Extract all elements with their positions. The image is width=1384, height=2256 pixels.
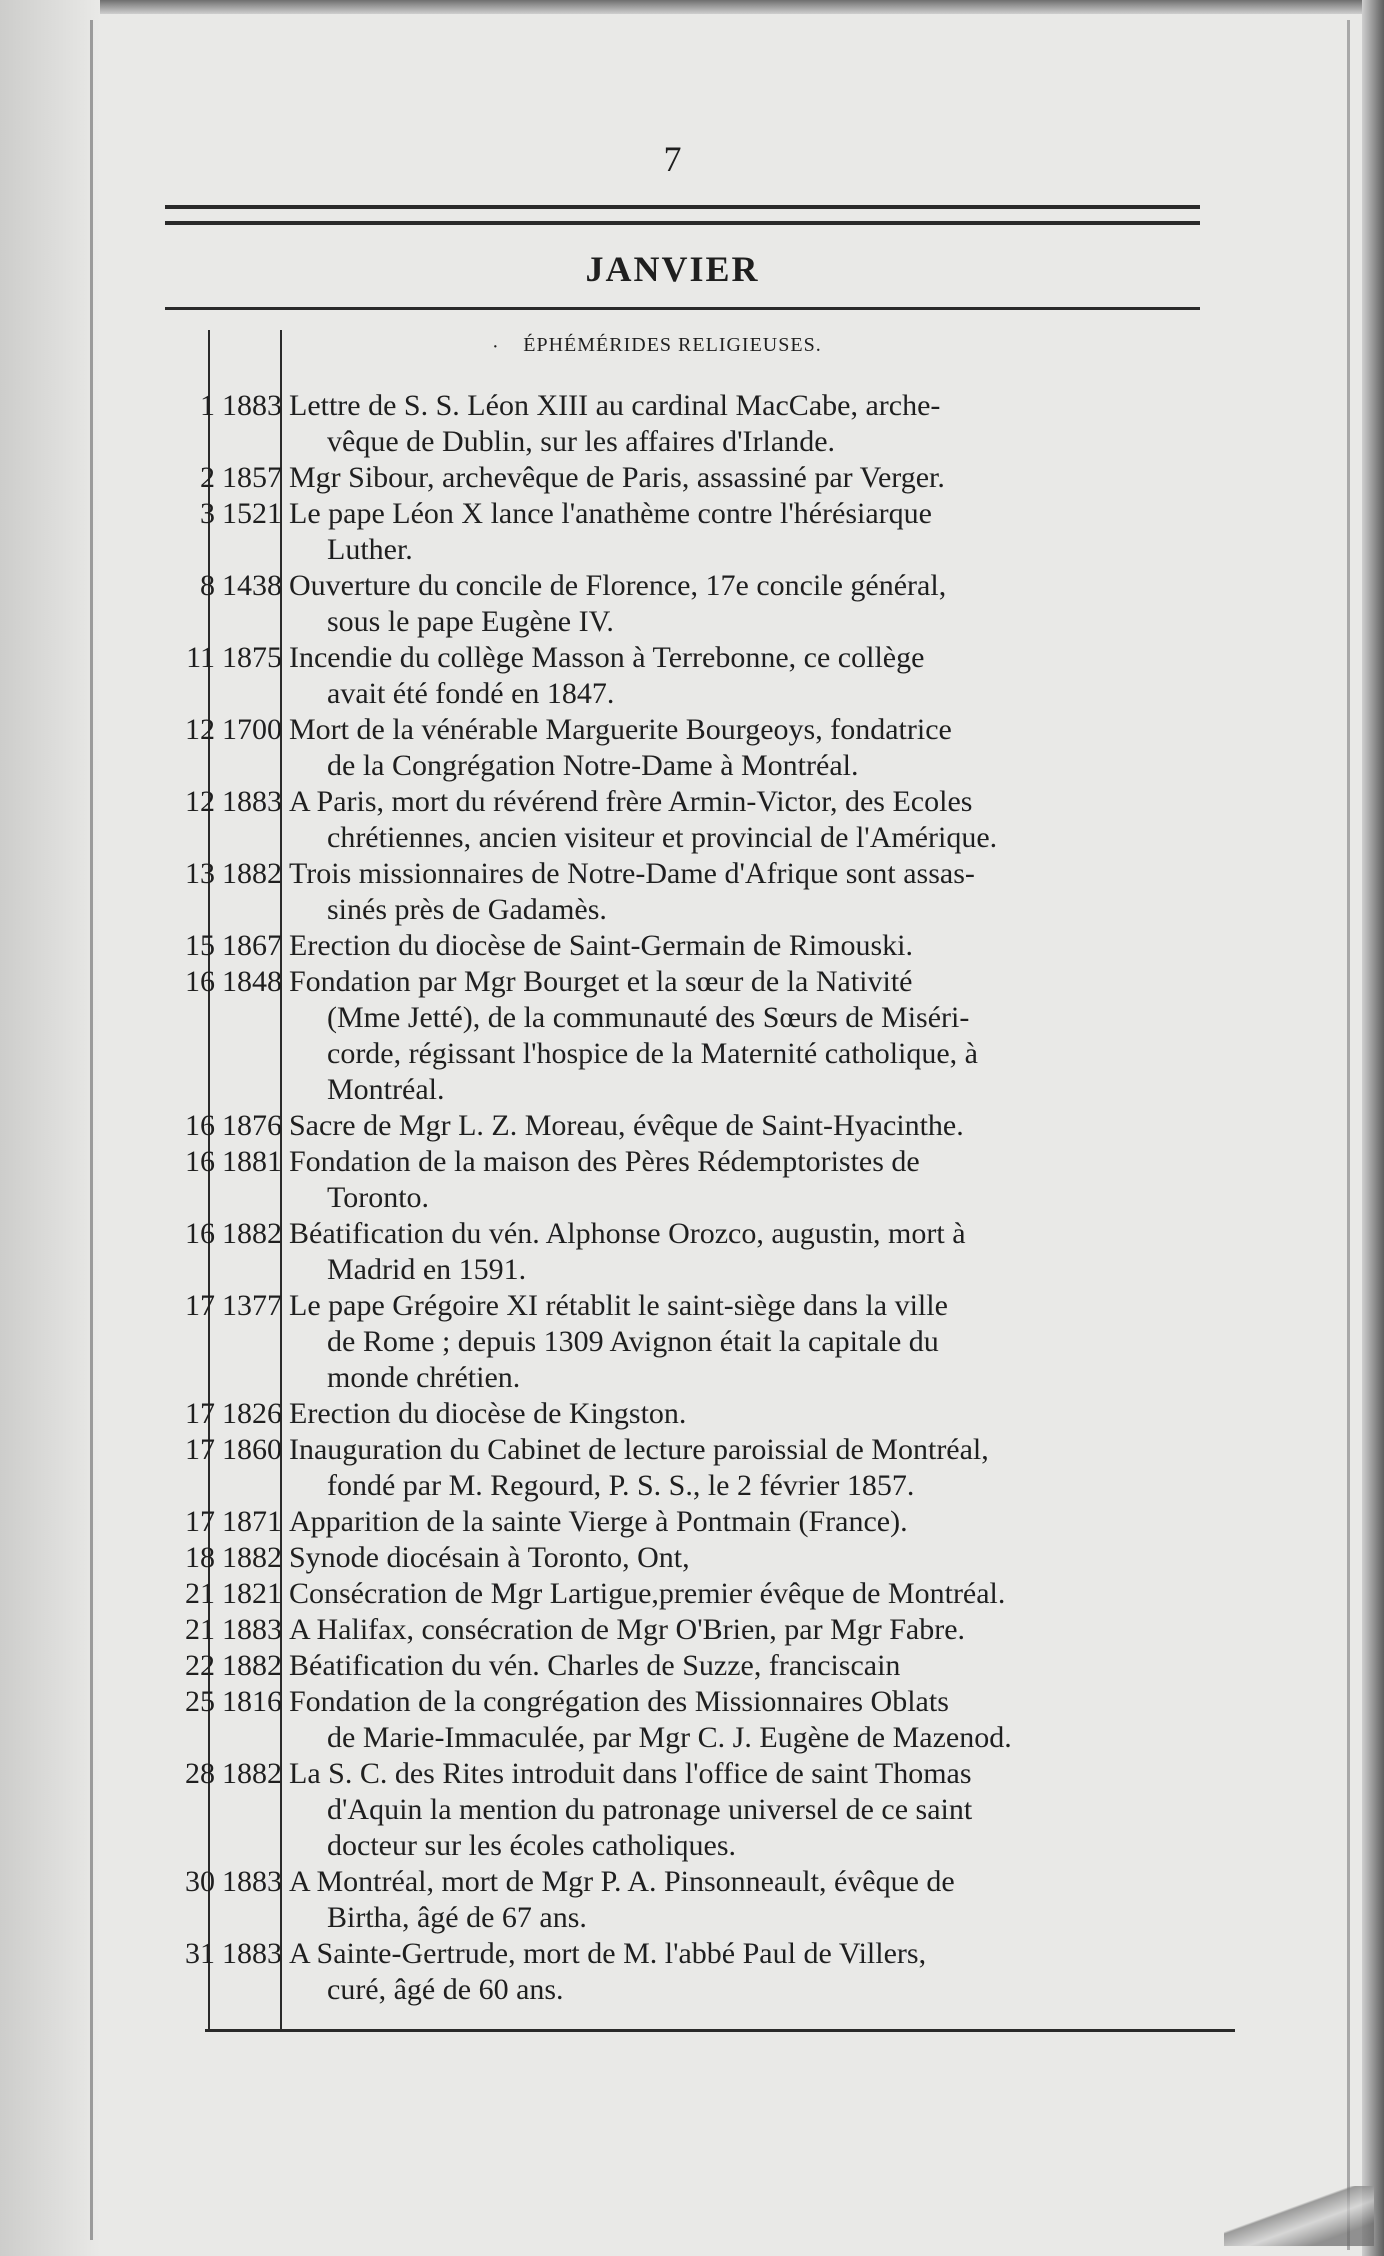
entry-day: 15	[185, 929, 215, 962]
entry-text	[286, 1432, 1230, 1504]
entry-text	[286, 1648, 1230, 1684]
entry-year: 1882	[222, 1541, 282, 1574]
entry-year: 1377	[222, 1289, 282, 1322]
entry-text	[286, 784, 1230, 856]
entry-line: Trois missionnaires de Notre-Dame d'Afrique sont assas-	[289, 857, 975, 890]
entry-text	[286, 712, 1230, 784]
entry-year: 1826	[222, 1397, 282, 1430]
entry-year: 1883	[222, 389, 282, 422]
list-item	[150, 712, 1230, 784]
entry-line: Fondation par Mgr Bourget et la sœur de la Nativité	[289, 965, 913, 998]
entry-continuation-line: Luther.	[327, 533, 413, 566]
entry-line: A Paris, mort du révérend frère Armin-Victor, des Ecoles	[289, 785, 973, 818]
entry-continuation-line: Montréal.	[327, 1073, 445, 1106]
entry-day: 16	[185, 1109, 215, 1142]
list-item	[150, 496, 1230, 568]
list-item	[150, 1612, 1230, 1648]
entry-text	[286, 640, 1230, 712]
entry-continuation-line: corde, régissant l'hospice de la Maternité catholique, à	[327, 1037, 978, 1070]
entry-text	[286, 568, 1230, 640]
entry-line: A Montréal, mort de Mgr P. A. Pinsonneault, évêque de	[289, 1865, 955, 1898]
list-item	[150, 1684, 1230, 1756]
entry-text	[286, 1684, 1230, 1756]
entry-continuation-line: de Rome ; depuis 1309 Avignon était la capitale du	[327, 1325, 939, 1358]
entry-text	[286, 1576, 1230, 1612]
entry-day: 8	[200, 569, 215, 602]
entry-day: 12	[185, 713, 215, 746]
entry-year: 1848	[222, 965, 282, 998]
entry-continuation-line: sinés près de Gadamès.	[327, 893, 607, 926]
entry-day: 16	[185, 1217, 215, 1250]
entry-day: 13	[185, 857, 215, 890]
entry-text	[286, 1540, 1230, 1576]
entry-day: 16	[185, 1145, 215, 1178]
list-item	[150, 1936, 1230, 2008]
entry-text	[286, 1144, 1230, 1216]
entry-text	[286, 460, 1230, 496]
entry-year: 1700	[222, 713, 282, 746]
page-corner-curl	[1224, 2186, 1374, 2246]
list-item	[150, 1396, 1230, 1432]
list-item	[150, 1648, 1230, 1684]
page-number: 7	[663, 139, 682, 179]
list-item	[150, 1144, 1230, 1216]
entry-day: 21	[185, 1577, 215, 1610]
entry-year: 1821	[222, 1577, 282, 1610]
entry-year: 1438	[222, 569, 282, 602]
list-item	[150, 1216, 1230, 1288]
entry-line: Ouverture du concile de Florence, 17e concile général,	[289, 569, 947, 602]
entry-line: Le pape Léon X lance l'anathème contre l'hérésiarque	[289, 497, 932, 530]
entry-text	[286, 1936, 1230, 2008]
entry-line: Synode diocésain à Toronto, Ont,	[289, 1541, 690, 1574]
entry-line: A Sainte-Gertrude, mort de M. l'abbé Paul de Villers,	[289, 1937, 927, 1970]
list-item	[150, 1756, 1230, 1864]
entry-day: 17	[185, 1505, 215, 1538]
entry-year: 1882	[222, 857, 282, 890]
entry-day: 18	[185, 1541, 215, 1574]
list-item	[150, 1108, 1230, 1144]
entry-year: 1881	[222, 1145, 282, 1178]
entry-text	[286, 1108, 1230, 1144]
entry-continuation-line: Madrid en 1591.	[327, 1253, 527, 1286]
entry-day: 11	[186, 641, 215, 674]
entry-year: 1882	[222, 1217, 282, 1250]
entry-text	[286, 1216, 1230, 1288]
list-item	[150, 1288, 1230, 1396]
entry-day: 30	[185, 1865, 215, 1898]
entry-text	[286, 964, 1230, 1108]
entry-continuation-line: sous le pape Eugène IV.	[327, 605, 614, 638]
list-item	[150, 1864, 1230, 1936]
entry-year: 1883	[222, 1865, 282, 1898]
entry-day: 31	[185, 1937, 215, 1970]
list-item	[150, 1540, 1230, 1576]
list-item	[150, 568, 1230, 640]
entry-line: Lettre de S. S. Léon XIII au cardinal MacCabe, arche-	[289, 389, 941, 422]
entry-line: Inauguration du Cabinet de lecture paroissial de Montréal,	[289, 1433, 989, 1466]
entry-year: 1882	[222, 1649, 282, 1682]
entry-year: 1875	[222, 641, 282, 674]
ephemerides-list	[150, 388, 1230, 2008]
entry-continuation-line: avait été fondé en 1847.	[327, 677, 615, 710]
list-item	[150, 928, 1230, 964]
entry-continuation-line: monde chrétien.	[327, 1361, 521, 1394]
entry-continuation-line: d'Aquin la mention du patronage universel de ce saint	[327, 1793, 973, 1826]
entry-year: 1521	[222, 497, 282, 530]
section-heading: ÉPHÉMÉRIDES RELIGIEUSES.	[523, 334, 822, 356]
entry-line: Sacre de Mgr L. Z. Moreau, évêque de Saint-Hyacinthe.	[289, 1109, 964, 1142]
entry-continuation-line: curé, âgé de 60 ans.	[327, 1973, 564, 2006]
month-title: JANVIER	[585, 249, 760, 289]
entry-day: 17	[185, 1433, 215, 1466]
entry-line: Le pape Grégoire XI rétablit le saint-siège dans la ville	[289, 1289, 948, 1322]
entry-day: 16	[185, 965, 215, 998]
entry-text	[286, 1756, 1230, 1864]
entry-continuation-line: fondé par M. Regourd, P. S. S., le 2 février 1857.	[327, 1469, 915, 1502]
entry-text	[286, 1288, 1230, 1396]
entry-line: Incendie du collège Masson à Terrebonne, ce collège	[289, 641, 925, 674]
entry-year: 1883	[222, 785, 282, 818]
entry-day: 12	[185, 785, 215, 818]
entry-day: 25	[185, 1685, 215, 1718]
entry-year: 1883	[222, 1613, 282, 1646]
entry-day: 28	[185, 1757, 215, 1790]
list-item	[150, 1576, 1230, 1612]
entry-year: 1816	[222, 1685, 282, 1718]
list-item	[150, 460, 1230, 496]
entry-year: 1882	[222, 1757, 282, 1790]
entry-day: 22	[185, 1649, 215, 1682]
entry-text	[286, 1396, 1230, 1432]
table-bottom-rule	[205, 2029, 1235, 2032]
section-dot: ·	[492, 336, 499, 358]
entry-day: 1	[200, 389, 215, 422]
entry-text	[286, 496, 1230, 568]
scan-right-edge	[1362, 0, 1384, 2256]
page-edge-line	[1347, 20, 1350, 2250]
entry-continuation-line: vêque de Dublin, sur les affaires d'Irlande.	[327, 425, 836, 458]
entry-day: 2	[200, 461, 215, 494]
entry-text	[286, 1864, 1230, 1936]
list-item	[150, 1432, 1230, 1504]
entry-year: 1860	[222, 1433, 282, 1466]
entry-line: Mgr Sibour, archevêque de Paris, assassiné par Verger.	[289, 461, 945, 494]
entry-line: Fondation de la maison des Pères Rédemptoristes de	[289, 1145, 920, 1178]
entry-year: 1871	[222, 1505, 282, 1538]
entry-line: Fondation de la congrégation des Missionnaires Oblats	[289, 1685, 949, 1718]
entry-line: Erection du diocèse de Saint-Germain de Rimouski.	[289, 929, 914, 962]
entry-text	[286, 856, 1230, 928]
list-item	[150, 784, 1230, 856]
entry-text	[286, 1504, 1230, 1540]
list-item	[150, 856, 1230, 928]
entry-day: 21	[185, 1613, 215, 1646]
entry-year: 1867	[222, 929, 282, 962]
entry-line: Béatification du vén. Charles de Suzze, franciscain	[289, 1649, 901, 1682]
entry-continuation-line: chrétiennes, ancien visiteur et provincial de l'Amérique.	[327, 821, 998, 854]
entry-text	[286, 388, 1230, 460]
entry-line: Apparition de la sainte Vierge à Pontmain (France).	[289, 1505, 908, 1538]
entry-line: La S. C. des Rites introduit dans l'office de saint Thomas	[289, 1757, 972, 1790]
entry-text	[286, 928, 1230, 964]
entry-line: Consécration de Mgr Lartigue,premier évêque de Montréal.	[289, 1577, 1006, 1610]
list-item	[150, 1504, 1230, 1540]
entry-continuation-line: docteur sur les écoles catholiques.	[327, 1829, 737, 1862]
entry-text	[286, 1612, 1230, 1648]
entry-continuation-line: Birtha, âgé de 67 ans.	[327, 1901, 587, 1934]
entry-line: A Halifax, consécration de Mgr O'Brien, par Mgr Fabre.	[289, 1613, 966, 1646]
entry-continuation-line: de Marie-Immaculée, par Mgr C. J. Eugène de Mazenod.	[327, 1721, 1012, 1754]
entry-continuation-line: Toronto.	[327, 1181, 430, 1214]
list-item	[150, 388, 1230, 460]
entry-year: 1857	[222, 461, 282, 494]
entry-year: 1876	[222, 1109, 282, 1142]
scan-top-edge	[0, 0, 1384, 14]
entry-day: 17	[185, 1397, 215, 1430]
entry-day: 3	[200, 497, 215, 530]
entry-continuation-line: de la Congrégation Notre-Dame à Montréal.	[327, 749, 859, 782]
title-rule	[165, 307, 1200, 310]
list-item	[150, 964, 1230, 1108]
list-item	[150, 640, 1230, 712]
entry-day: 17	[185, 1289, 215, 1322]
header-double-rule	[165, 205, 1200, 225]
entry-line: Béatification du vén. Alphonse Orozco, augustin, mort à	[289, 1217, 966, 1250]
entry-year: 1883	[222, 1937, 282, 1970]
entry-line: Mort de la vénérable Marguerite Bourgeoys, fondatrice	[289, 713, 952, 746]
entry-line: Erection du diocèse de Kingston.	[289, 1397, 687, 1430]
entry-continuation-line: (Mme Jetté), de la communauté des Sœurs de Miséri-	[327, 1001, 970, 1034]
